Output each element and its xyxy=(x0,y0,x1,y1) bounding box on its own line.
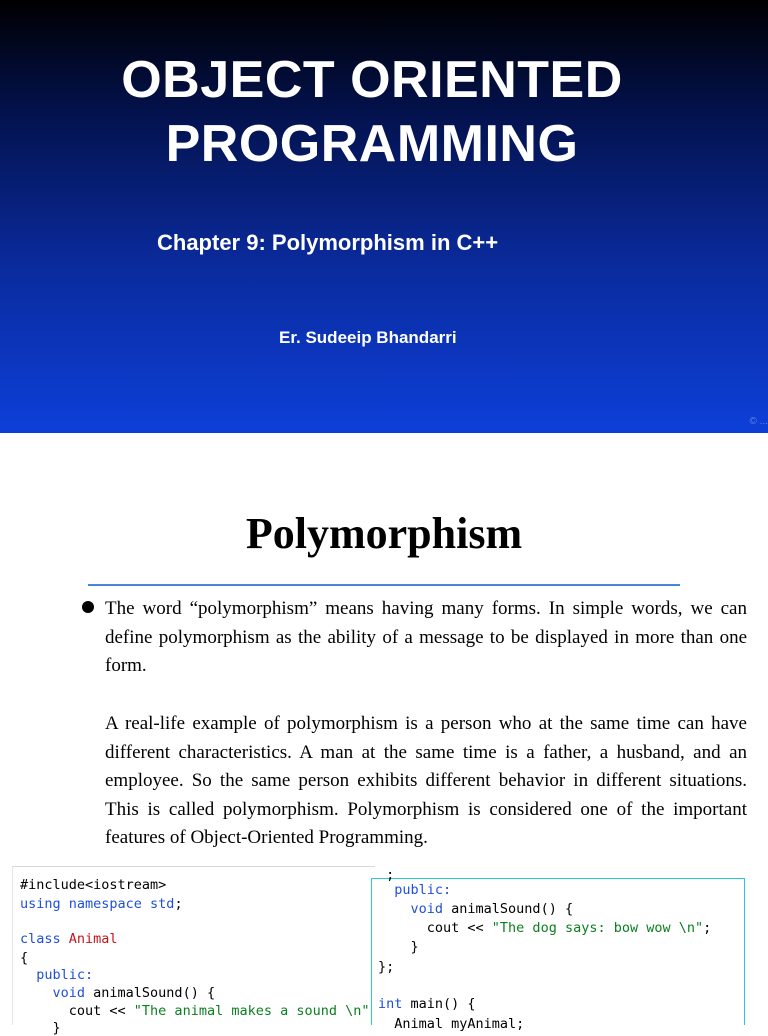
chapter-subtitle: Chapter 9: Polymorphism in C++ xyxy=(157,230,499,255)
code-text: } xyxy=(378,939,419,955)
code-line xyxy=(378,939,419,955)
code-text: animalSound() { xyxy=(85,985,216,1001)
author-name: Er. Sudeeip Bhandarri xyxy=(279,328,457,347)
code-keyword: void xyxy=(378,901,444,917)
code-line xyxy=(20,985,215,1001)
code-keyword: public: xyxy=(378,882,452,898)
code-line xyxy=(20,1003,378,1019)
code-text: { xyxy=(20,950,29,966)
code-text: } xyxy=(20,1020,61,1036)
code-line xyxy=(20,950,28,966)
heading-underline xyxy=(88,584,680,586)
code-block-derived-class xyxy=(371,867,745,1032)
code-line xyxy=(378,882,451,898)
code-class-name: Animal xyxy=(60,931,118,947)
code-line xyxy=(378,1016,524,1032)
example-paragraph: A real-life example of polymorphism is a person who at the same time can have different characteristics. A man at the same time is a father, a husband, and an employee. So the same person exhibits different behavior in different situations. This is called polymorphism. Polymorphism is considered one of the important features of Object-Oriented Programming. xyxy=(105,713,747,848)
code-keyword: int xyxy=(378,996,403,1012)
code-namespace: std xyxy=(141,896,175,912)
code-string: "The dog says: bow wow \n" xyxy=(491,920,704,936)
slide-title-line-1: OBJECT ORIENTED xyxy=(121,51,623,109)
code-line xyxy=(20,896,183,912)
slide-title-line-2: PROGRAMMING xyxy=(165,115,579,173)
code-text: cout << xyxy=(20,1003,134,1019)
corner-watermark: © ... xyxy=(749,416,768,427)
code-line xyxy=(20,1020,61,1036)
code-line xyxy=(20,877,166,893)
code-string: "The animal makes a sound \n" xyxy=(133,1003,370,1019)
code-text: animalSound() { xyxy=(443,901,574,917)
title-slide xyxy=(0,0,768,433)
code-line xyxy=(378,901,573,917)
code-keyword: using namespace xyxy=(20,896,142,912)
code-line xyxy=(20,967,93,983)
code-text: ; xyxy=(703,920,712,936)
definition-paragraph: The word “polymorphism” means having many forms. In simple words, we can define polymorphism as the ability of a message to be displayed in more than one form. xyxy=(105,598,747,676)
code-text: ; xyxy=(378,867,395,883)
code-keyword: public: xyxy=(20,967,94,983)
slide-title xyxy=(0,48,744,176)
code-text: Animal myAnimal; xyxy=(378,1016,525,1032)
code-keyword: class xyxy=(20,931,61,947)
code-text: #include<iostream> xyxy=(20,877,167,893)
code-text: }; xyxy=(378,959,395,975)
code-keyword: void xyxy=(20,985,86,1001)
code-line xyxy=(378,867,394,883)
code-line xyxy=(378,920,711,936)
code-text: ; xyxy=(174,896,183,912)
bullet-icon xyxy=(82,601,94,613)
code-block-base-class xyxy=(12,866,375,1036)
code-line xyxy=(20,931,118,947)
section-heading: Polymorphism xyxy=(245,509,523,558)
code-line xyxy=(378,996,476,1012)
code-text: main() { xyxy=(402,996,476,1012)
code-line xyxy=(378,959,394,975)
code-text: cout << xyxy=(378,920,492,936)
